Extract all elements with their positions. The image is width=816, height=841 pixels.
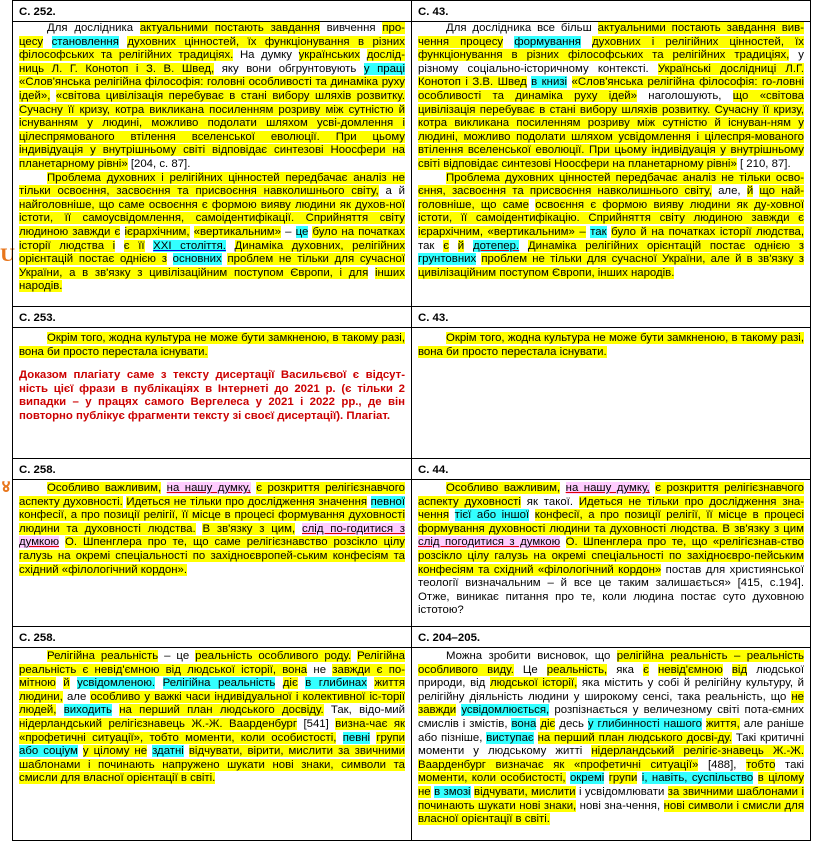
left-text: Особливо важливим, на нашу думку, є розкриття релігієзнавчого аспекту духовності. Идеться не тільки про дослідження значення певної конфесії, а про позиції релігії, її місце в процесі формування духовності людини та духовності людства. В зв'язку з цим, слід по-годитися з думкою О. Шпенглера про те, що саме релігієзнавство розсікло цілу галузь на окремі спеціальності по західноєвропей-ським конфесіям та східний «філологічний кордон». <box>19 482 406 576</box>
right-text: Можна зробити висновок, що релігійна реальність – реальність особливого виду. Це реальність, яка є невід'ємною від людської природи, від людської історії, яка містить у собі й релігійну культуру, й релігійну діяльність людини у широкому сенсі, така реальність, що не завжди усвідомлюється, розпізнається у величезному світі пота-ємних смислів і змістів, вона діє десь у глибинності нашого життя, але раніше або пізніше, виступає на перший план людського досві-ду. Такі критичні моменти у людському житті нідерландський релігіє-знавець Ж.-Ж. Ваарденбург визначає як «профетичні ситуації» [488], тобто такі моменти, коли особистості, окремі групи і, навіть, суспільство в цілому не в змозі відчувати, мислити і усвідомлювати за звичними шаблонами і починають шукати нові знаки, нові зна-чення, нові символи і смисли для власної орієнтації в світі. <box>418 650 805 826</box>
margin-mark-curl: ४ <box>1 477 11 497</box>
left-page-ref: С. 252. <box>13 1 412 22</box>
right-text-cell <box>412 480 811 627</box>
right-text-cell <box>412 22 811 307</box>
table-row <box>13 648 811 841</box>
left-text-cell <box>13 328 412 459</box>
right-page-ref: С. 43. <box>412 1 811 22</box>
left-text-cell <box>13 648 412 841</box>
margin-mark-u: U <box>0 246 15 266</box>
left-text: Для дослідника актуальними постають завдання вивчення про-цесу становлення духовних цінностей, їх функціонування в різних філософських та релігійних традиціях. На думку українських дослід-ниць Л. Г. Конотоп і З. В. Швед, яку вони обгрунтовують у праці «Слов'янська релігійна філософія: головні особливості та динаміка руху ідей», «світова цивілізація перебуває в стані вибору шляхів розвитку. Сучасну її кризу, котра викликана посиленням розриву між сутністю й існуванням у людині, можливо подолати шляхом усві-домлення і цілеспрямованого втілення вселенської еволюції. При цьому індивідуація у внутрішньому світі відповідає синтезові Ноосфери на планетарному рівні» [204, с. 87]. Проблема духовних і релігійних цінностей передбачає аналіз не тільки освоєння, засвоєння та присвоєння навколишнього світу, а й найголовніше, що саме освоєння є формою вияву людини як духов-ної істоти, її самоусвідомлення, самоідентифікації. Сприйняття світу людиною завжди є ієрархічним, «вертикальним» – це було на початках історії людства і є її ХХІ століття. Динаміка духовних, релігійних орієнтацій постає однією з основних проблем не тільки для сучасної України, а в зв'язку з цивілізаційним поступом Європи, і для інших народів. <box>19 22 406 293</box>
plagiarism-note: Доказом плагіату саме з тексту дисертації Васильєвої є відсут-ність цієї фрази в публікаціях в Інтернеті до 2021 р. (є тільки 2 випадки – у працях самого Вергелеса у 2021 і 2022 рр., де він повторно публікує фрагменти тексту зі своєї дисертації). Плагіат. <box>19 369 405 422</box>
table-row <box>13 627 811 648</box>
left-text: Релігійна реальність – це реальність особливого роду. Релігійна реальність є невід'ємною від людської історії, вона не завжди є по-мітною й усвідомленою. Релігійна реальність діє в глибинах життя людини, але особливо у важкі часи індивідуальної і колективної іс-торії людей, виходить на перший план людського досвіду. Так, відо-мий нідерландський релігієзнавець Ж.-Ж. Ваарденбург [541] визна-чає як «профетичні ситуації», тобто моменти, коли особистості, певні групи або соціум у цілому не здатні відчувати, вірити, мислити за звичними шаблонами і починають напружено шукати нові знаки, символи та смисли для власної орієнтації в світі. <box>19 650 406 785</box>
table-row <box>13 22 811 307</box>
left-text: Окрім того, жодна культура не може бути замкненою, в такому разі, вона би просто перестала існувати. <box>19 332 405 358</box>
right-page-ref: С. 43. <box>412 307 811 328</box>
comparison-table <box>12 0 811 841</box>
right-text: Особливо важливим, на нашу думку, є розкриття релігієзнавчого аспекту духовності як такої. Идеться не тільки про дослідження зна-чення тієї або іншої конфесії, а про позиції релігії, її місце в процесі формування духовності людини та духовності людства. В зв'язку з цим слід погодитися з думкою О. Шпенглера про те, що «релігієзнав-ство розсікло цілу галузь на окремі спеціальності по західноєвро-пейським конфесіям та східний «філологічний кордон» постав для християнської теології визначальним – й все це таким залишається» [415, с.194]. Отже, виникає питання про те, коли людина постає суто духовною істотою? <box>418 482 805 617</box>
right-text-cell <box>412 328 811 459</box>
left-text-cell <box>13 22 412 307</box>
table-row <box>13 480 811 627</box>
left-text-cell <box>13 480 412 627</box>
right-text: Окрім того, жодна культура не може бути замкненою, в такому разі, вона би просто перестала існувати. <box>418 332 804 358</box>
table-row <box>13 328 811 459</box>
table-row <box>13 1 811 22</box>
left-page-ref: С. 258. <box>13 459 412 480</box>
left-page-ref: С. 258. <box>13 627 412 648</box>
right-text: Для дослідника все більш актуальними постають завдання вив-чення процесу формування духовних і релігійних цінностей, їх функціонування в різних філософських та релігійних традиціях, у різному соціально-історичному контексті. Українські дослідниці Л.Г. Конотоп і З.В. Швед в книзі «Слов'янська релігійна філософія: го-ловні особливості та динаміка руху ідей» наголошують, що «світова цивілізація перебуває в стані вибору шляхів розвитку. Сучасну її кризу, котра викликана посиленням розриву між сутністю й існуван-ням у людині, можливо подолати шляхом усвідомлення і цілеспря-мованого втілення вселенської еволюції. При цьому індивідуація у внутрішньому світі відповідає синтезові Ноосфери на планетарному рівні» [ 210, 87]. Проблема духовних цінностей передбачає аналіз не тільки осво-єння, засвоєння та присвоєння навколишнього світу, але, й що най-головніше, що саме освоєння є формою вияву людини як ду-ховної істоти, її самоідентифікацію. Сприйняття світу людиною завжди є ієрархічним, «вертикальним» – так було й на початках історії людства, так є й дотепер. Динаміка релігійних орієнтацій постає однією з грунтовних проблем не тільки для сучасної України, але й в зв'язку з цивілізаційним поступом Європи, інших народів. <box>418 22 805 279</box>
right-text-cell <box>412 648 811 841</box>
left-page-ref: С. 253. <box>13 307 412 328</box>
right-page-ref: С. 204–205. <box>412 627 811 648</box>
right-page-ref: С. 44. <box>412 459 811 480</box>
table-row <box>13 459 811 480</box>
table-row <box>13 307 811 328</box>
